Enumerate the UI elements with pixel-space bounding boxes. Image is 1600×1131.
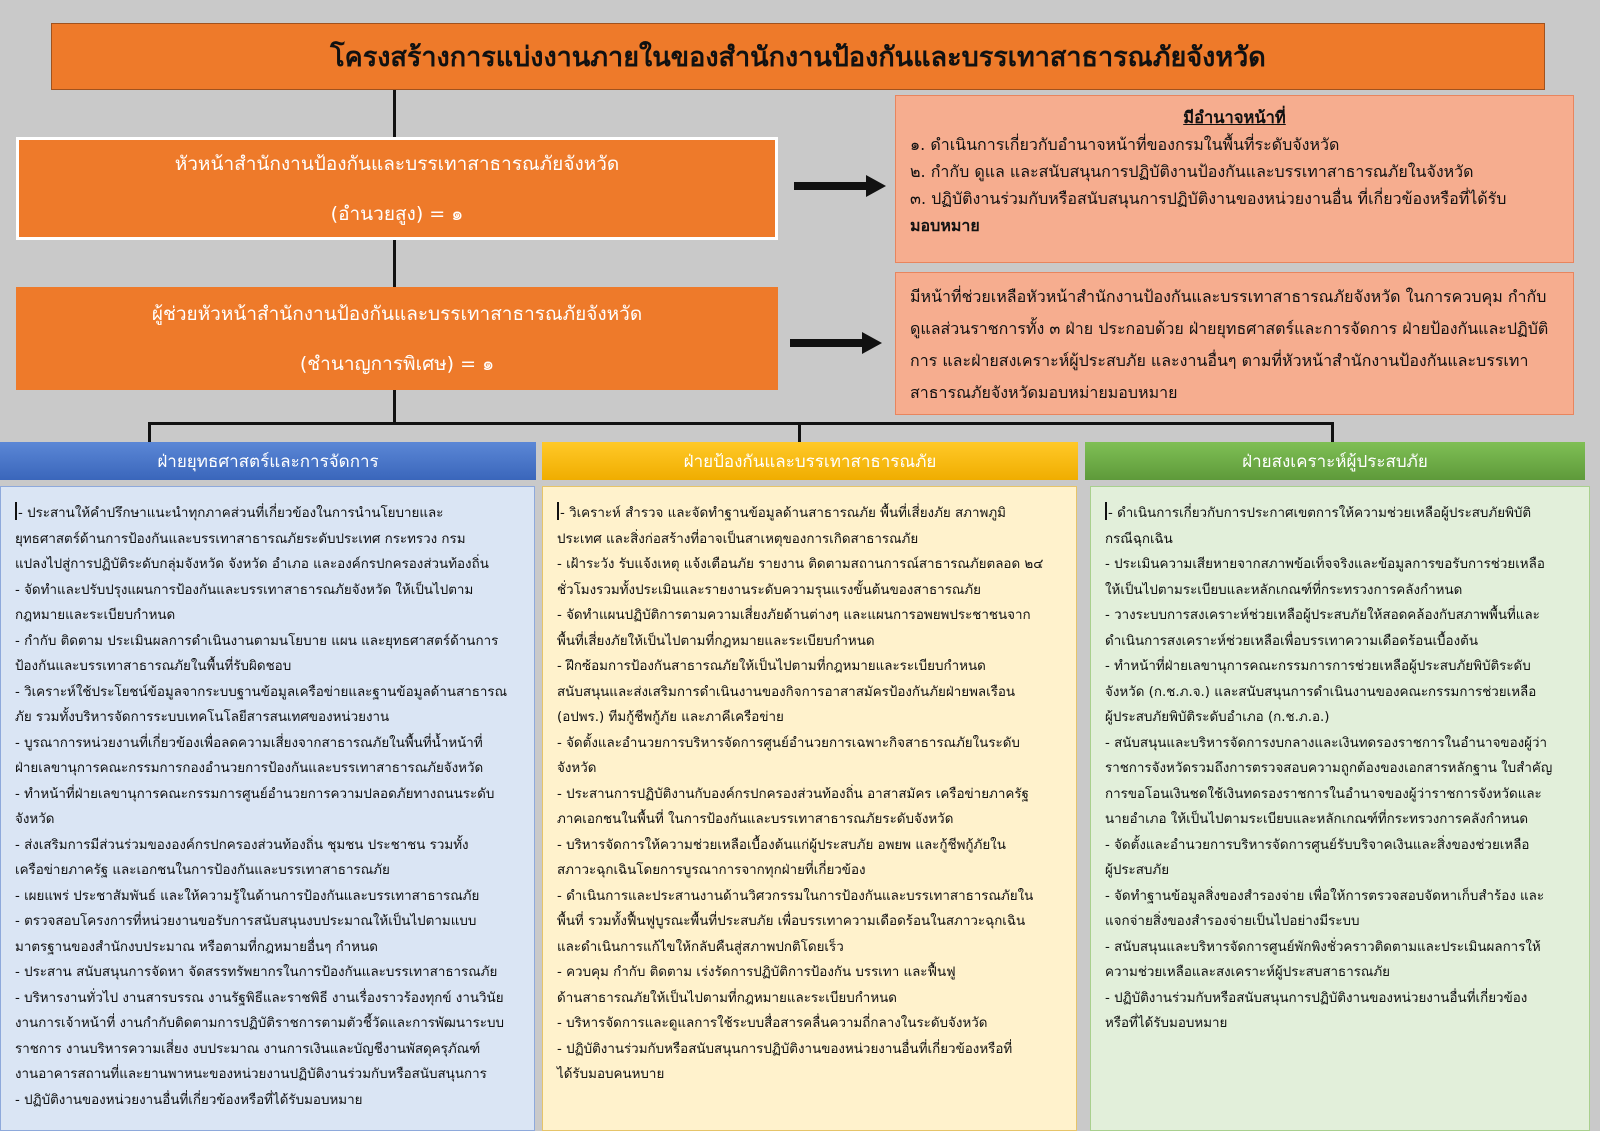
arrow-right-icon <box>794 175 886 197</box>
duty-line: - ทำหน้าที่ฝ่ายเลขานุการคณะกรรมการศูนย์อำนวยการความปลอดภัยทางถนนระดับ <box>15 786 495 802</box>
duty-line: - ประสาน สนับสนุนการจัดหา จัดสรรทรัพยากรในการป้องกันและบรรเทาสาธารณภัย <box>15 965 498 980</box>
chart-title: โครงสร้างการแบ่งงานภายในของสำนักงานป้องกันและบรรเทาสาธารณภัยจังหวัด <box>51 23 1545 90</box>
branch-drop-3 <box>1331 422 1334 442</box>
duty-line: - บริหารงานทั่วไป งานสารบรรณ งานรัฐพิธีและราชพิธี งานเรื่องราวร้องทุกข์ งานวินัย <box>15 990 504 1006</box>
duty-line: - ทำหน้าที่ฝ่ายเลขานุการคณะกรรมการการช่วยเหลือผู้ประสบภัยพิบัติระดับ <box>1105 659 1531 674</box>
duty-line: - จัดตั้งและอำนวยการบริหารจัดการศูนย์รับบริจาคเงินและสิ่งของช่วยเหลือ <box>1105 837 1530 853</box>
duty-line: พื้นที่เสี่ยงภัยให้เป็นไปตามที่กฎหมายและระเบียบกำหนด <box>557 633 875 649</box>
connector-head-assistant <box>393 240 396 287</box>
duty-line: ด้านสาธารณภัยให้เป็นไปตามที่กฎหมายและระเบียบกำหนด <box>557 990 897 1006</box>
dept-relief-body <box>1090 486 1590 1131</box>
duty-line: ภัย รวมทั้งบริหารจัดการระบบเทคโนโลยีสารสนเทศของหน่วยงาน <box>15 710 390 725</box>
duty-line: ให้เป็นไปตามระเบียบและหลักเกณฑ์ที่กระทรวงการคลังกำหนด <box>1105 582 1463 598</box>
duty-line: ได้รับมอบคนหบาย <box>557 1067 665 1082</box>
duty-line: ผู้ประสบภัยพิบัติระดับอำเภอ (ก.ช.ภ.อ.) <box>1105 710 1330 725</box>
duty-line: - ดำเนินการเกี่ยวกับการประกาศเขตการให้ความช่วยเหลือผู้ประสบภัยพิบัติ <box>1108 506 1532 521</box>
duty-line: - วางระบบการสงเคราะห์ช่วยเหลือผู้ประสบภัยให้สอดคล้องกับสภาพพื้นที่และ <box>1105 608 1540 623</box>
duty-line: - สนับสนุนและบริหารจัดการศูนย์พักพิงชั่วคราวติดตามและประเมินผลการให้ <box>1105 939 1541 955</box>
duty-line: มาตรฐานของสำนักงบประมาณ หรือตามที่กฎหมายอื่นๆ กำหนด <box>15 939 378 955</box>
duty-line: และดำเนินการแก้ไขให้กลับคืนสู่สภาพปกติโดยเร็ว <box>557 939 844 955</box>
duty-line: (อปพร.) ทีมกู้ชีพกู้ภัย และภาคีเครือข่าย <box>557 710 784 725</box>
duty-line: จังหวัด (ก.ช.ภ.จ.) และสนับสนุนการดำเนินงานของคณะกรรมการช่วยเหลือ <box>1105 684 1537 700</box>
duty-line: เครือข่ายภาครัฐ และเอกชนในการป้องกันและบรรเทาสาธารณภัย <box>15 863 390 878</box>
duty-line: หรือที่ได้รับมอบหมาย <box>1105 1016 1228 1031</box>
text-cursor-icon <box>1105 502 1107 520</box>
duty-line: - บริหารจัดการให้ความช่วยเหลือเบื้องต้นแก่ผู้ประสบภัย อพยพ และกู้ชีพกู้ภัยใน <box>557 837 1006 853</box>
duty-line: - ประสานการปฏิบัติงานกับองค์กรปกครองส่วนท้องถิ่น อาสาสมัคร เครือข่ายภาครัฐ <box>557 786 1029 802</box>
duty-line: แปลงไปสู่การปฏิบัติระดับกลุ่มจังหวัด จังหวัด อำเภอ และองค์กรปกครองส่วนท้องถิ่น <box>15 557 489 572</box>
duty-line: ดำเนินการสงเคราะห์ช่วยเหลือเพื่อบรรเทาความเดือดร้อนเบื้องต้น <box>1105 633 1478 649</box>
head-position-level: (อำนวยสูง) = ๑ <box>330 202 464 225</box>
dept-strategy-body <box>0 486 535 1131</box>
assistant-position-title: ผู้ช่วยหัวหน้าสำนักงานป้องกันและบรรเทาสาธารณภัยจังหวัด <box>151 302 643 325</box>
duty-line: ประเทศ และสิ่งก่อสร้างที่อาจเป็นสาเหตุของการเกิดสาธารณภัย <box>557 531 919 547</box>
arrow-right-icon <box>790 332 882 354</box>
duty-line: สภาวะฉุกเฉินโดยการบูรณาการจากทุกฝ่ายที่เกี่ยวข้อง <box>557 863 866 878</box>
branch-drop-1 <box>148 422 151 442</box>
head-duties-title: มีอำนาจหน้าที่ <box>1183 108 1286 127</box>
assistant-duties-box: มีหน้าที่ช่วยเหลือหัวหน้าสำนักงานป้องกันและบรรเทาสาธารณภัยจังหวัด ในการควบคุม กำกับ ดูแลส่วนราชการทั้ง ๓ ฝ่าย ประกอบด้วย ฝ่ายยุทธศาสตร์และการจัดการ ฝ่ายป้องกันและปฏิบัติการ และฝ่ายสงเคราะห์ผู้ประสบภัย และงานอื่นๆ ตามที่หัวหน้าสำนักงานป้องกันและบรรเทาสาธารณภัยจังหวัดมอบหม่ายมอบหมาย <box>895 272 1574 415</box>
duty-line: - เฝ้าระวัง รับแจ้งเหตุ แจ้งเตือนภัย รายงาน ติดตามสถานการณ์สาธารณภัยตลอด ๒๔ <box>557 557 1044 572</box>
duty-line: - สนับสนุนและบริหารจัดการงบกลางและเงินทดรองราชการในอำนาจของผู้ว่า <box>1105 735 1548 751</box>
assistant-position-box <box>16 287 778 390</box>
duty-line: - ปฏิบัติงานของหน่วยงานอื่นที่เกี่ยวข้องหรือที่ได้รับมอบหมาย <box>15 1092 363 1108</box>
duty-line: - วิเคราะห์ สำรวจ และจัดทำฐานข้อมูลด้านสาธารณภัย พื้นที่เสี่ยงภัย สภาพภูมิ <box>560 506 1007 521</box>
duty-line: ความช่วยเหลือและสงเคราะห์ผู้ประสบสาธารณภัย <box>1105 965 1391 980</box>
duty-line: ราชการ งานบริหารความเสี่ยง งบประมาณ งานการเงินและบัญชีงานพัสดุครุภัณฑ์ <box>15 1041 481 1057</box>
duty-line: จังหวัด <box>15 812 55 827</box>
duty-line: - ประเมินความเสียหายจากสภาพข้อเท็จจริงและข้อมูลการขอรับการช่วยเหลือ <box>1105 557 1545 572</box>
duty-line: - วิเคราะห์ใช้ประโยชน์ข้อมูลจากระบบฐานข้อมูลเครือข่ายและฐานข้อมูลด้านสาธารณ <box>15 684 508 700</box>
dept-prevention-header: ฝ่ายป้องกันและบรรเทาสาธารณภัย <box>542 442 1078 480</box>
dept-strategy-header: ฝ่ายยุทธศาสตร์และการจัดการ <box>0 442 536 480</box>
duty-line: พื้นที่ รวมทั้งฟื้นฟูบูรณะพื้นที่ประสบภัย เพื่อบรรเทาความเดือดร้อนในสภาวะฉุกเฉิน <box>557 914 1026 929</box>
text-cursor-icon <box>15 502 17 520</box>
duty-line: แจกจ่ายสิ่งของสำรองจ่ายเป็นไปอย่างมีระบบ <box>1105 914 1360 929</box>
duty-line: - จัดตั้งและอำนวยการบริหารจัดการศูนย์อำนวยการเฉพาะกิจสาธารณภัยในระดับ <box>557 735 1020 751</box>
duty-line: - จัดทำฐานข้อมูลสิ่งของสำรองจ่าย เพื่อให้การตรวจสอบจัดหาเก็บสำร้อง และ <box>1105 888 1545 904</box>
duty-line: - กำกับ ติดตาม ประเมินผลการดำเนินงานตามนโยบาย แผน และยุทธศาสตร์ด้านการ <box>15 633 499 649</box>
duty-line: ภาคเอกชนในพื้นที่ ในการป้องกันและบรรเทาสาธารณภัยระดับจังหวัด <box>557 812 954 827</box>
head-duties-box <box>895 95 1574 263</box>
head-duty-item: ๓. ปฏิบัติงานร่วมกับหรือสนับสนุนการปฏิบัติงานของหน่วยงานอื่น ที่เกี่ยวข้องหรือที่ได้รับ <box>910 189 1507 208</box>
duty-line: ป้องกันและบรรเทาสาธารณภัยในพื้นที่รับผิดชอบ <box>15 659 292 674</box>
head-duty-item: ๑. ดำเนินการเกี่ยวกับอำนาจหน้าที่ของกรมในพื้นที่ระดับจังหวัด <box>910 135 1340 154</box>
text-cursor-icon <box>557 502 559 520</box>
head-position-box <box>16 137 778 240</box>
assistant-position-level: (ชำนาญการพิเศษ) = ๑ <box>299 352 495 375</box>
duty-line: ยุทธศาสตร์ด้านการป้องกันและบรรเทาสาธารณภัยระดับประเทศ กระทรวง กรม <box>15 531 466 547</box>
duty-line: - เผยแพร่ ประชาสัมพันธ์ และให้ความรู้ในด้านการป้องกันและบรรเทาสาธารณภัย <box>15 888 480 904</box>
duty-line: - จัดทำและปรับปรุงแผนการป้องกันและบรรเทาสาธารณภัยจังหวัด ให้เป็นไปตาม <box>15 582 474 598</box>
duty-line: - ดำเนินการและประสานงานด้านวิศวกรรมในการป้องกันและบรรเทาสาธารณภัยใน <box>557 888 1034 904</box>
duty-line: กรณีฉุกเฉิน <box>1105 531 1173 547</box>
connector-title-head <box>393 90 396 137</box>
duty-line: กฎหมายและระเบียบกำหนด <box>15 608 176 623</box>
duty-line: - ควบคุม กำกับ ติดตาม เร่งรัดการปฏิบัติการป้องกัน บรรเทา และฟื้นฟู <box>557 965 956 980</box>
branch-drop-2 <box>798 422 801 442</box>
duty-line: - ปฏิบัติงานร่วมกับหรือสนับสนุนการปฏิบัติงานของหน่วยงานอื่นที่เกี่ยวข้องหรือที่ <box>557 1041 1013 1057</box>
duty-line: นายอำเภอ ให้เป็นไปตามระเบียบและหลักเกณฑ์ที่กระทรวงการคลังกำหนด <box>1105 812 1529 827</box>
duty-line: - ปฏิบัติงานร่วมกับหรือสนับสนุนการปฏิบัติงานของหน่วยงานอื่นที่เกี่ยวข้อง <box>1105 990 1528 1006</box>
duty-line: - บริหารจัดการและดูแลการใช้ระบบสื่อสารคลื่นความถี่กลางในระดับจังหวัด <box>557 1016 988 1031</box>
duty-line: งานการเจ้าหน้าที่ งานกำกับติดตามการปฏิบัติราชการตามตัวชี้วัดและการพัฒนาระบบ <box>15 1016 504 1031</box>
duty-line: ผู้ประสบภัย <box>1105 863 1170 878</box>
duty-line: งานอาคารสถานที่และยานพาหนะของหน่วยงานปฏิบัติงานร่วมกับหรือสนับสนุนการ <box>15 1067 487 1082</box>
duty-line: - ประสานให้คำปรึกษาแนะนำทุกภาคส่วนที่เกี่ยวข้องในการนำนโยบายและ <box>18 506 444 521</box>
duty-line: - ฝึกซ้อมการป้องกันสาธารณภัยให้เป็นไปตามที่กฎหมายและระเบียบกำหนด <box>557 659 986 674</box>
head-duty-item: มอบหมาย <box>910 216 980 235</box>
duty-line: ราชการจังหวัดรวมถึงการตรวจสอบความถูกต้องของเอกสารหลักฐาน ใบสำคัญ <box>1105 761 1553 776</box>
duty-line: - ตรวจสอบโครงการที่หน่วยงานขอรับการสนับสนุนงบประมาณให้เป็นไปตามแบบ <box>15 914 477 929</box>
connector-assistant-branch <box>393 390 396 424</box>
branch-bar <box>148 422 1334 425</box>
duty-line: จังหวัด <box>557 761 597 776</box>
dept-relief-header: ฝ่ายสงเคราะห์ผู้ประสบภัย <box>1085 442 1585 480</box>
duty-line: - จัดทำแผนปฏิบัติการตามความเสี่ยงภัยด้านต่างๆ และแผนการอพยพประชาชนจาก <box>557 608 1031 623</box>
duty-line: ฝ่ายเลขานุการคณะกรรมการกองอำนวยการป้องกันและบรรเทาสาธารณภัยจังหวัด <box>15 761 484 776</box>
duty-line: - บูรณาการหน่วยงานที่เกี่ยวข้องเพื่อลดความเสี่ยงจากสาธารณภัยในพื้นที่น้ำหน้าที่ <box>15 735 483 751</box>
duty-line: สนับสนุนและส่งเสริมการดำเนินงานของกิจการอาสาสมัครป้องกันภัยฝ่ายพลเรือน <box>557 684 1016 700</box>
duty-line: - ส่งเสริมการมีส่วนร่วมขององค์กรปกครองส่วนท้องถิ่น ชุมชน ประชาชน รวมทั้ง <box>15 837 469 853</box>
duty-line: ชั่วโมงรวมทั้งประเมินและรายงานระดับความรุนแรงขั้นต้นของสาธารณภัย <box>557 582 981 598</box>
duty-line: การขอโอนเงินชดใช้เงินทดรองราชการในอำนาจของผู้ว่าราชการจังหวัดและ <box>1105 786 1542 802</box>
dept-prevention-body <box>542 486 1077 1131</box>
head-position-title: หัวหน้าสำนักงานป้องกันและบรรเทาสาธารณภัยจังหวัด <box>174 152 620 175</box>
head-duty-item: ๒. กำกับ ดูแล และสนับสนุนการปฏิบัติงานป้องกันและบรรเทาสาธารณภัยในจังหวัด <box>910 162 1474 181</box>
